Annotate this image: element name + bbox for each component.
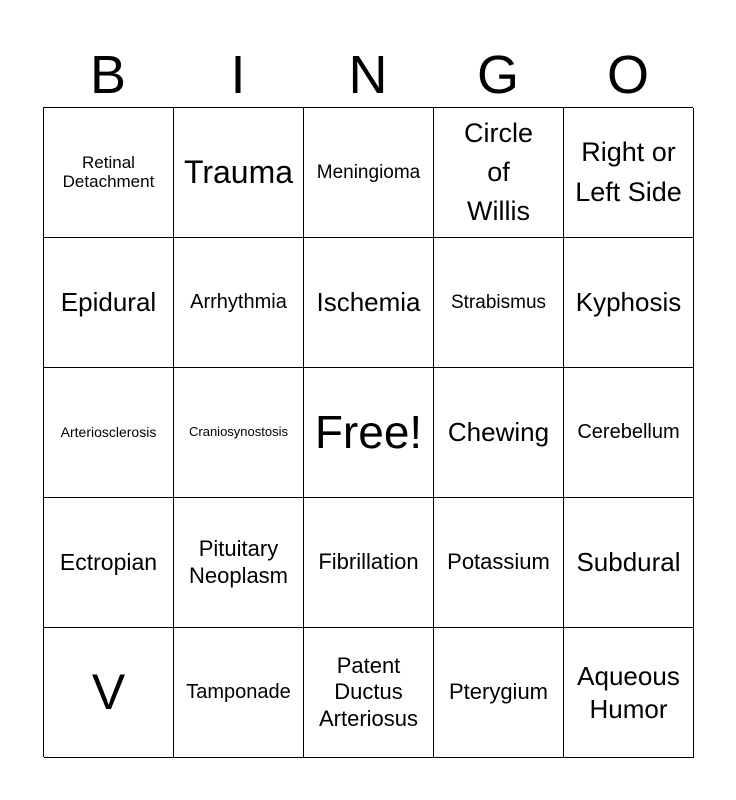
cell-label: Arteriosclerosis bbox=[60, 424, 157, 441]
bingo-cell[interactable] bbox=[434, 628, 564, 758]
cell-label: Patent Ductus Arteriosus bbox=[318, 652, 419, 731]
bingo-cell[interactable] bbox=[304, 498, 434, 628]
header-letter-g: G bbox=[476, 45, 519, 105]
cell-label: Right or Left Side bbox=[575, 137, 682, 207]
header-letter-i: I bbox=[230, 45, 246, 105]
bingo-cell[interactable] bbox=[174, 108, 304, 238]
bingo-cell[interactable] bbox=[434, 498, 564, 628]
cell-label: Retinal Detachment bbox=[62, 152, 155, 191]
cell-label: Pterygium bbox=[448, 679, 549, 705]
bingo-cell[interactable] bbox=[44, 238, 174, 368]
cell-label: Pituitary Neoplasm bbox=[188, 536, 289, 588]
cell-label: Ischemia bbox=[316, 287, 421, 318]
bingo-header bbox=[43, 44, 693, 106]
cell-label: Potassium bbox=[447, 549, 550, 575]
bingo-board bbox=[43, 107, 693, 757]
bingo-cell[interactable] bbox=[434, 238, 564, 368]
cell-label: Craniosynostosis bbox=[189, 424, 288, 440]
header-letter-n: N bbox=[348, 45, 388, 105]
bingo-cell[interactable] bbox=[564, 108, 694, 238]
bingo-cell[interactable] bbox=[174, 368, 304, 498]
header-letter-b: B bbox=[89, 45, 127, 105]
bingo-cell[interactable] bbox=[564, 238, 694, 368]
cell-label: Trauma bbox=[183, 154, 294, 191]
cell-label: Cerebellum bbox=[577, 421, 680, 443]
bingo-cell[interactable] bbox=[304, 238, 434, 368]
bingo-cell[interactable] bbox=[434, 368, 564, 498]
cell-label: Aqueous Humor bbox=[577, 661, 680, 724]
bingo-cell[interactable] bbox=[564, 628, 694, 758]
cell-label: Circle of Willis bbox=[463, 117, 533, 227]
cell-label: Meningioma bbox=[316, 161, 421, 183]
bingo-cell[interactable] bbox=[44, 108, 174, 238]
bingo-cell[interactable] bbox=[44, 628, 174, 758]
cell-label: Subdural bbox=[576, 547, 681, 578]
bingo-cell[interactable] bbox=[44, 498, 174, 628]
cell-label: Tamponade bbox=[186, 681, 291, 703]
bingo-cell[interactable] bbox=[564, 498, 694, 628]
bingo-cell[interactable] bbox=[174, 498, 304, 628]
cell-label: Fibrillation bbox=[318, 549, 419, 575]
cell-label: Arrhythmia bbox=[190, 291, 287, 313]
bingo-cell[interactable] bbox=[304, 628, 434, 758]
cell-label: Chewing bbox=[447, 417, 550, 448]
free-space-label: Free! bbox=[314, 406, 423, 459]
bingo-cell[interactable] bbox=[564, 368, 694, 498]
header-letter-o: O bbox=[606, 45, 649, 105]
cell-label: Kyphosis bbox=[575, 287, 682, 318]
bingo-cell[interactable] bbox=[304, 108, 434, 238]
bingo-cell-free[interactable] bbox=[304, 368, 434, 498]
bingo-cell[interactable] bbox=[174, 238, 304, 368]
bingo-cell[interactable] bbox=[174, 628, 304, 758]
cell-label: Epidural bbox=[60, 287, 157, 318]
cell-label: V bbox=[91, 663, 126, 720]
cell-label: Strabismus bbox=[450, 291, 547, 313]
bingo-cell[interactable] bbox=[434, 108, 564, 238]
bingo-cell[interactable] bbox=[44, 368, 174, 498]
cell-label: Ectropian bbox=[59, 549, 158, 576]
